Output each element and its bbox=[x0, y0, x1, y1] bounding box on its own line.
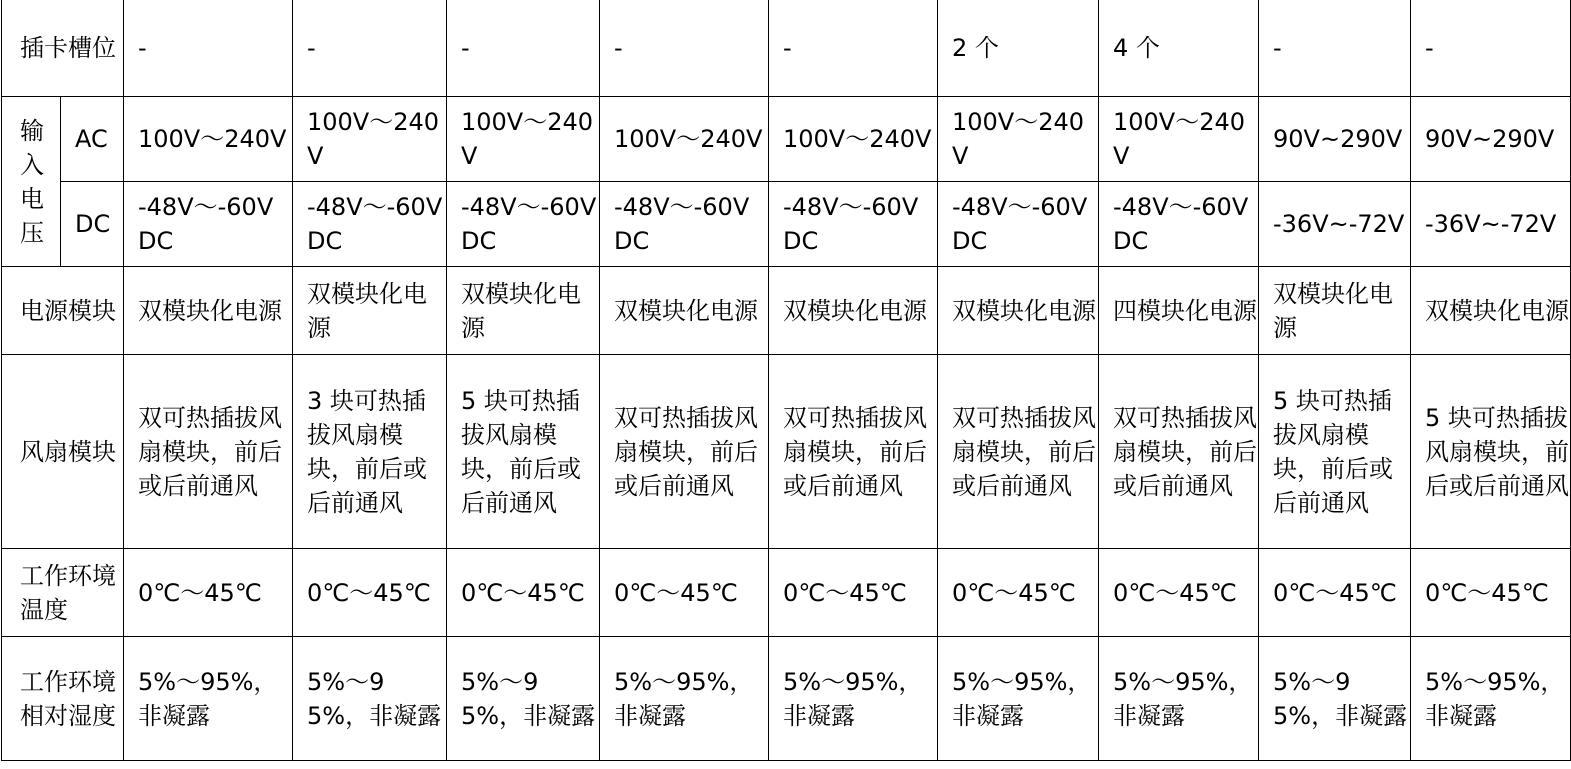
cell-ac-4: 100V～240V bbox=[600, 97, 769, 182]
cell-fan-8: 5 块可热插拔风扇模块，前后或后前通风 bbox=[1259, 355, 1411, 549]
cell-hum-8: 5%～95%，非凝露 bbox=[1259, 637, 1411, 761]
cell-psu-4: 双模块化电源 bbox=[600, 267, 769, 355]
cell-dc-1: -48V～-60V DC bbox=[124, 182, 293, 267]
cell-hum-2: 5%～95%，非凝露 bbox=[293, 637, 447, 761]
cell-dc-4: -48V～-60V DC bbox=[600, 182, 769, 267]
cell-slot-8: - bbox=[1259, 0, 1411, 97]
row-label-fan-module: 风扇模块 bbox=[2, 355, 124, 549]
cell-slot-6: 2 个 bbox=[938, 0, 1099, 97]
cell-ac-7: 100V～240V bbox=[1099, 97, 1259, 182]
cell-dc-2: -48V～-60V DC bbox=[293, 182, 447, 267]
cell-ac-9: 90V~290V bbox=[1411, 97, 1571, 182]
cell-fan-3: 5 块可热插拔风扇模块，前后或后前通风 bbox=[447, 355, 600, 549]
cell-fan-6: 双可热插拔风扇模块，前后或后前通风 bbox=[938, 355, 1099, 549]
row-label-input-voltage: 输入电压 bbox=[2, 97, 61, 267]
cell-fan-2: 3 块可热插拔风扇模块，前后或后前通风 bbox=[293, 355, 447, 549]
table-row-slot bbox=[2, 0, 1571, 97]
cell-slot-9: - bbox=[1411, 0, 1571, 97]
cell-ac-2: 100V～240V bbox=[293, 97, 447, 182]
row-label-operating-humidity: 工作环境相对湿度 bbox=[2, 637, 124, 761]
row-label-slot: 插卡槽位 bbox=[2, 0, 124, 97]
table-row-dc bbox=[2, 182, 1571, 267]
cell-slot-3: - bbox=[447, 0, 600, 97]
cell-fan-7: 双可热插拔风扇模块，前后或后前通风 bbox=[1099, 355, 1259, 549]
cell-psu-7: 四模块化电源 bbox=[1099, 267, 1259, 355]
row-label-operating-temperature: 工作环境温度 bbox=[2, 549, 124, 637]
cell-hum-4: 5%～95%，非凝露 bbox=[600, 637, 769, 761]
cell-slot-1: - bbox=[124, 0, 293, 97]
cell-ac-3: 100V～240V bbox=[447, 97, 600, 182]
cell-ac-6: 100V～240V bbox=[938, 97, 1099, 182]
cell-ac-1: 100V～240V bbox=[124, 97, 293, 182]
cell-temp-2: 0℃～45℃ bbox=[293, 549, 447, 637]
table-row-fan-module bbox=[2, 355, 1571, 549]
cell-psu-9: 双模块化电源 bbox=[1411, 267, 1571, 355]
cell-psu-2: 双模块化电源 bbox=[293, 267, 447, 355]
cell-psu-3: 双模块化电源 bbox=[447, 267, 600, 355]
row-sublabel-dc: DC bbox=[61, 182, 124, 267]
cell-temp-3: 0℃～45℃ bbox=[447, 549, 600, 637]
cell-dc-5: -48V～-60V DC bbox=[769, 182, 938, 267]
cell-temp-9: 0℃～45℃ bbox=[1411, 549, 1571, 637]
cell-hum-9: 5%～95%，非凝露 bbox=[1411, 637, 1571, 761]
cell-temp-8: 0℃～45℃ bbox=[1259, 549, 1411, 637]
row-label-power-module: 电源模块 bbox=[2, 267, 124, 355]
cell-dc-8: -36V~-72V bbox=[1259, 182, 1411, 267]
row-sublabel-ac: AC bbox=[61, 97, 124, 182]
cell-psu-5: 双模块化电源 bbox=[769, 267, 938, 355]
cell-ac-8: 90V~290V bbox=[1259, 97, 1411, 182]
cell-temp-7: 0℃～45℃ bbox=[1099, 549, 1259, 637]
cell-hum-5: 5%～95%，非凝露 bbox=[769, 637, 938, 761]
cell-temp-4: 0℃～45℃ bbox=[600, 549, 769, 637]
cell-dc-3: -48V～-60V DC bbox=[447, 182, 600, 267]
cell-fan-5: 双可热插拔风扇模块，前后或后前通风 bbox=[769, 355, 938, 549]
cell-temp-6: 0℃～45℃ bbox=[938, 549, 1099, 637]
table-row-operating-humidity bbox=[2, 637, 1571, 761]
cell-hum-6: 5%～95%，非凝露 bbox=[938, 637, 1099, 761]
cell-slot-2: - bbox=[293, 0, 447, 97]
cell-slot-4: - bbox=[600, 0, 769, 97]
cell-slot-7: 4 个 bbox=[1099, 0, 1259, 97]
table-row-operating-temperature bbox=[2, 549, 1571, 637]
cell-temp-5: 0℃～45℃ bbox=[769, 549, 938, 637]
cell-psu-6: 双模块化电源 bbox=[938, 267, 1099, 355]
cell-temp-1: 0℃～45℃ bbox=[124, 549, 293, 637]
table-row-power-module bbox=[2, 267, 1571, 355]
cell-dc-7: -48V～-60V DC bbox=[1099, 182, 1259, 267]
cell-slot-5: - bbox=[769, 0, 938, 97]
cell-fan-1: 双可热插拔风扇模块，前后或后前通风 bbox=[124, 355, 293, 549]
cell-psu-8: 双模块化电源 bbox=[1259, 267, 1411, 355]
cell-ac-5: 100V～240V bbox=[769, 97, 938, 182]
cell-fan-4: 双可热插拔风扇模块，前后或后前通风 bbox=[600, 355, 769, 549]
spec-table bbox=[1, 0, 1571, 761]
cell-hum-3: 5%～95%，非凝露 bbox=[447, 637, 600, 761]
cell-fan-9: 5 块可热插拔风扇模块，前后或后前通风 bbox=[1411, 355, 1571, 549]
cell-hum-7: 5%～95%，非凝露 bbox=[1099, 637, 1259, 761]
cell-hum-1: 5%～95%，非凝露 bbox=[124, 637, 293, 761]
cell-dc-9: -36V~-72V bbox=[1411, 182, 1571, 267]
cell-psu-1: 双模块化电源 bbox=[124, 267, 293, 355]
cell-dc-6: -48V～-60V DC bbox=[938, 182, 1099, 267]
table-row-ac bbox=[2, 97, 1571, 182]
